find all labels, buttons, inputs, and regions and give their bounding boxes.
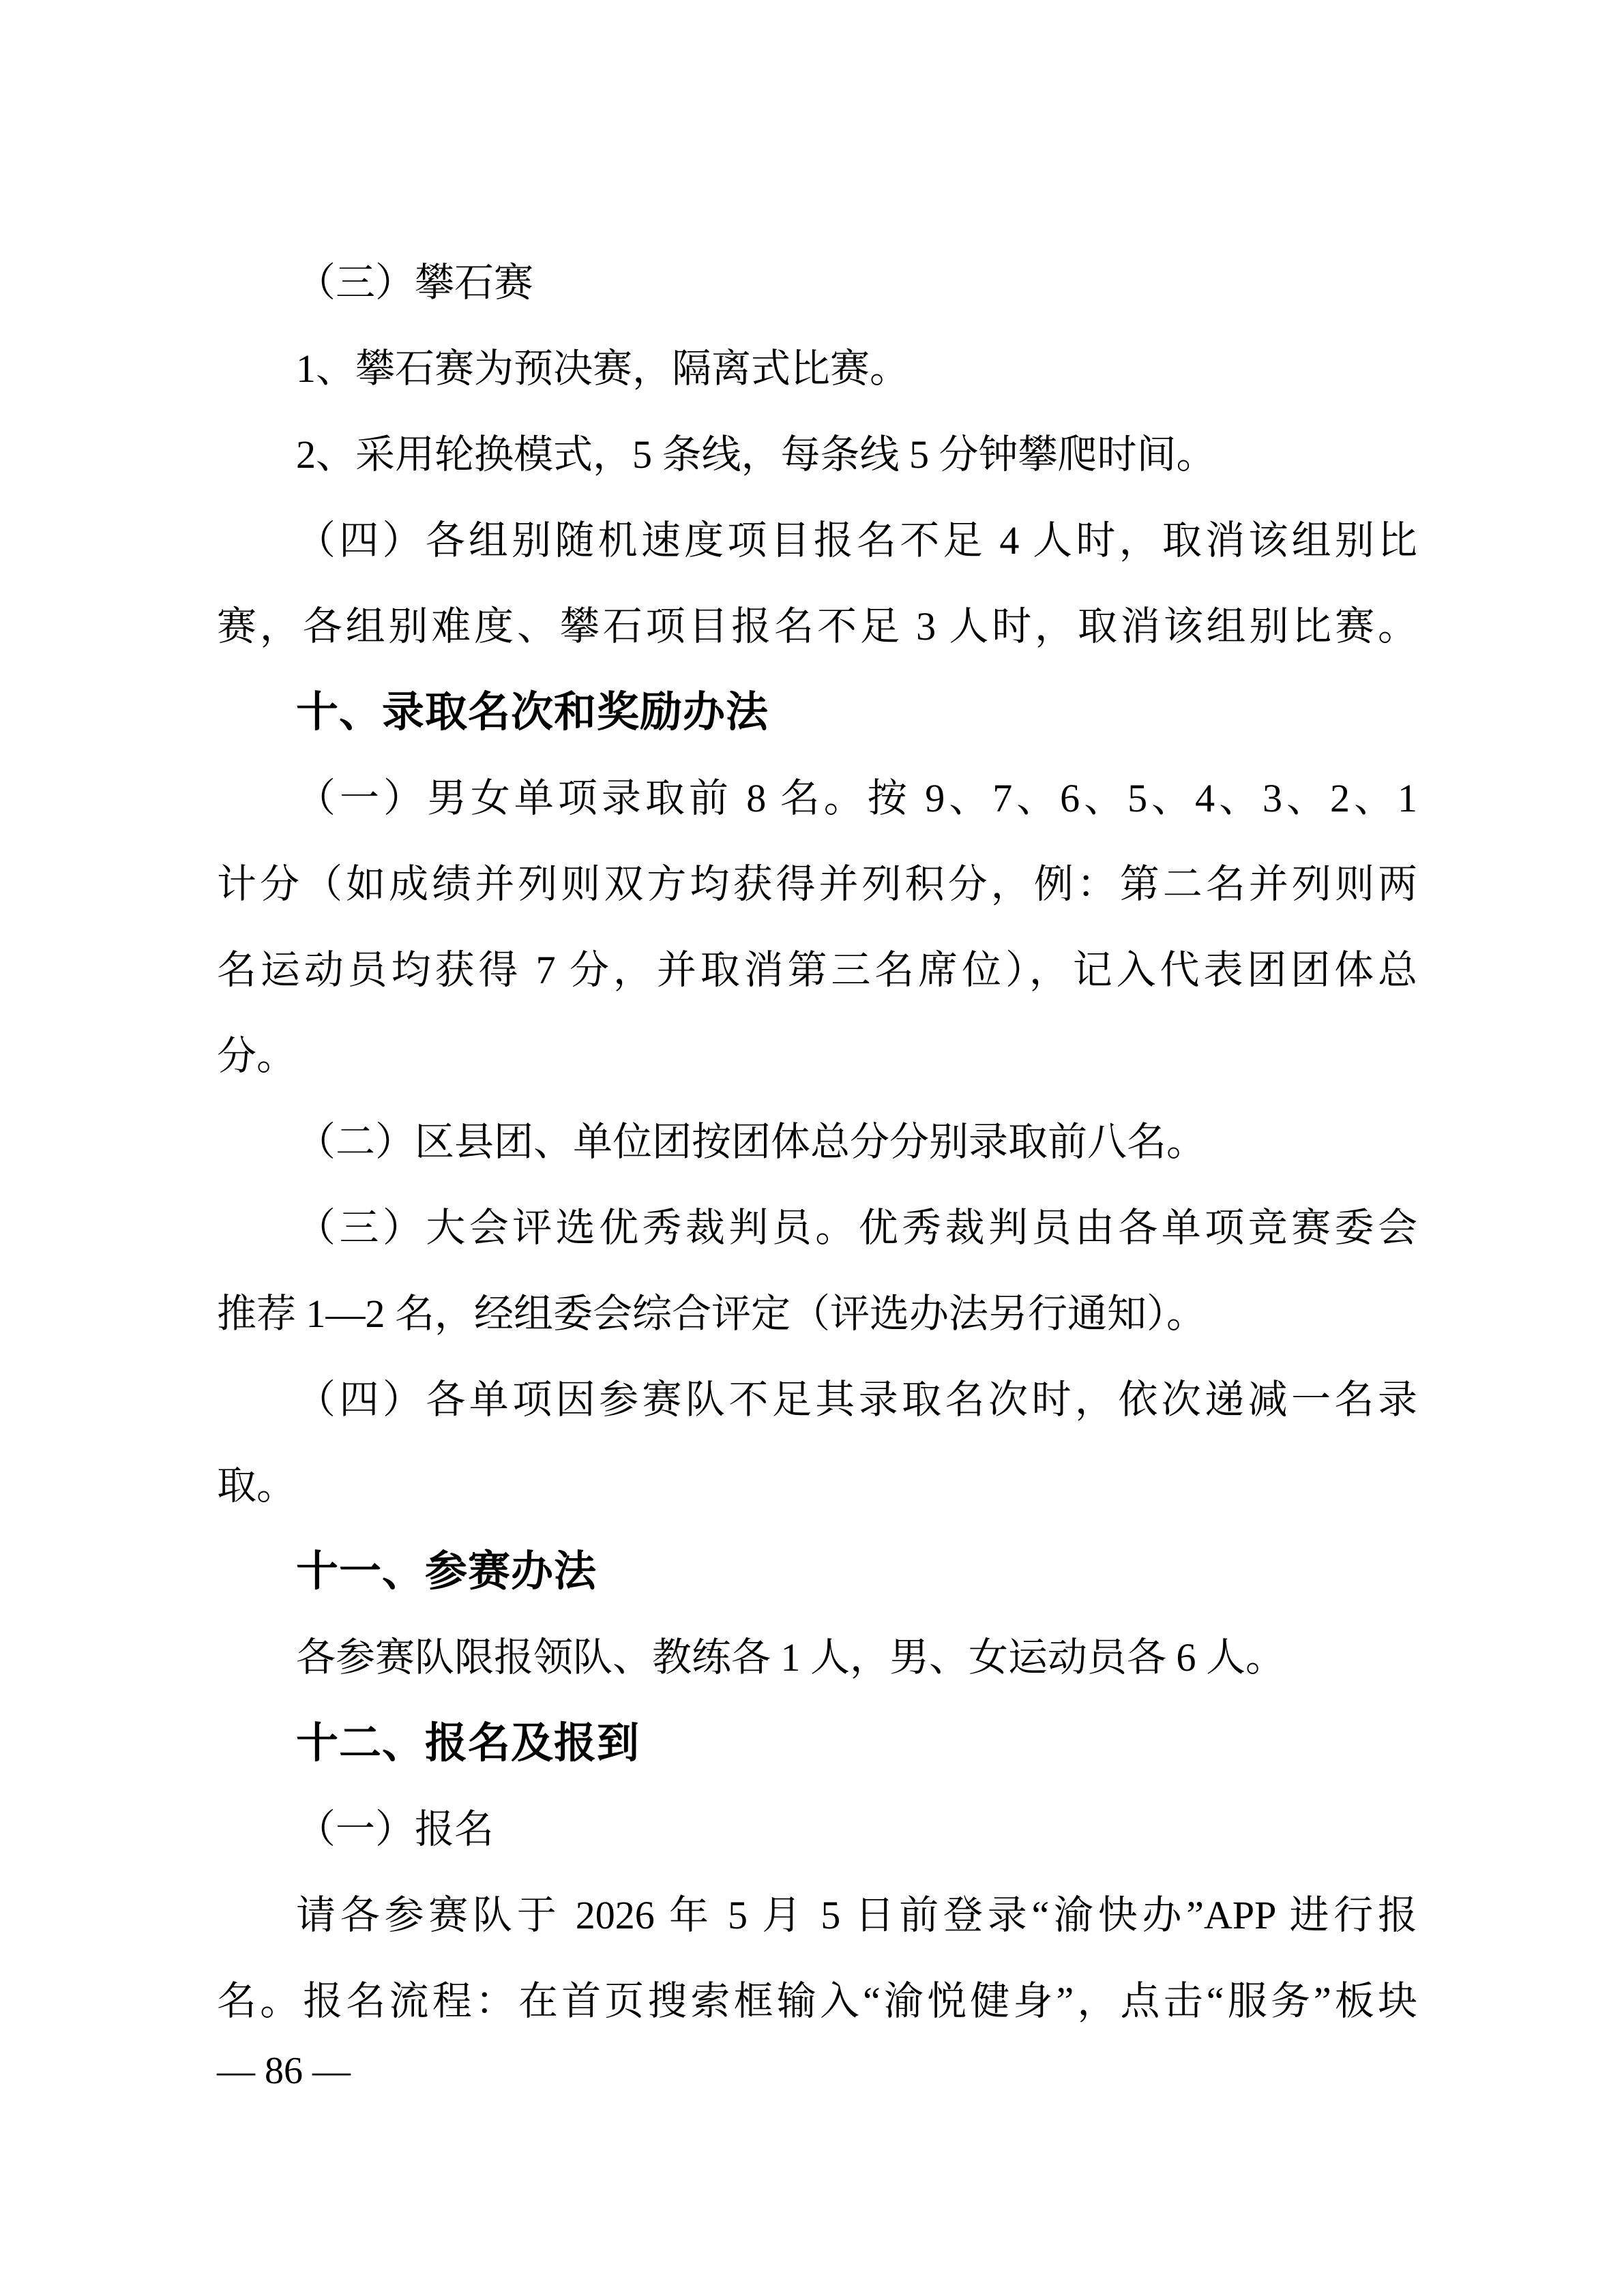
text-line-awards-1-line1: （一）男女单项录取前 8 名。按 9、7、6、5、4、3、2、1 [296, 776, 1417, 820]
text-line-awards-1-line4: 分。 [217, 1034, 297, 1078]
text-line-awards-4-line2: 取。 [217, 1463, 297, 1508]
document-body [217, 240, 1417, 2044]
section-heading-11-participation: 十一、参赛办法 [296, 1548, 597, 1595]
section-heading-10-awards: 十、录取名次和奖励办法 [296, 689, 769, 736]
text-line-subsection-3-climbing: （三）攀石赛 [296, 260, 534, 305]
text-line-awards-3-line1: （三）大会评选优秀裁判员。优秀裁判员由各单项竞赛委会 [296, 1206, 1417, 1250]
text-line-awards-1-line3: 名运动员均获得 7 分，并取消第三名席位），记入代表团团体总 [217, 948, 1417, 992]
text-line-awards-4-line1: （四）各单项因参赛队不足其录取名次时，依次递减一名录 [296, 1377, 1417, 1422]
text-line-subsection-4-start: （四）各组别随机速度项目报名不足 4 人时，取消该组别比 [296, 518, 1417, 563]
text-line-subsection-4-end: 赛，各组别难度、攀石项目报名不足 3 人时，取消该组别比赛。 [217, 604, 1417, 648]
text-line-participation-rule: 各参赛队限报领队、教练各 1 人，男、女运动员各 6 人。 [296, 1635, 1286, 1680]
page-number: — 86 — [217, 2050, 351, 2092]
section-heading-12-registration: 十二、报名及报到 [296, 1720, 640, 1767]
text-line-registration-line2: 名。报名流程：在首页搜索框输入“渝悦健身”，点击“服务”板块 [217, 1979, 1417, 2023]
text-line-registration-line1: 请各参赛队于 2026 年 5 月 5 日前登录“渝快办”APP 进行报 [296, 1893, 1417, 1937]
text-line-item-1: 1、攀石赛为预决赛，隔离式比赛。 [296, 346, 910, 391]
text-line-awards-1-line2: 计分（如成绩并列则双方均获得并列积分，例：第二名并列则两 [217, 862, 1417, 906]
text-line-awards-3-line2: 推荐 1—2 名，经组委会综合评定（评选办法另行通知）。 [217, 1292, 1207, 1336]
text-line-registration-subhead: （一）报名 [296, 1807, 494, 1851]
text-line-awards-2: （二）区县团、单位团按团体总分分别录取前八名。 [296, 1120, 1207, 1164]
text-line-item-2: 2、采用轮换模式，5 条线，每条线 5 分钟攀爬时间。 [296, 432, 1216, 477]
